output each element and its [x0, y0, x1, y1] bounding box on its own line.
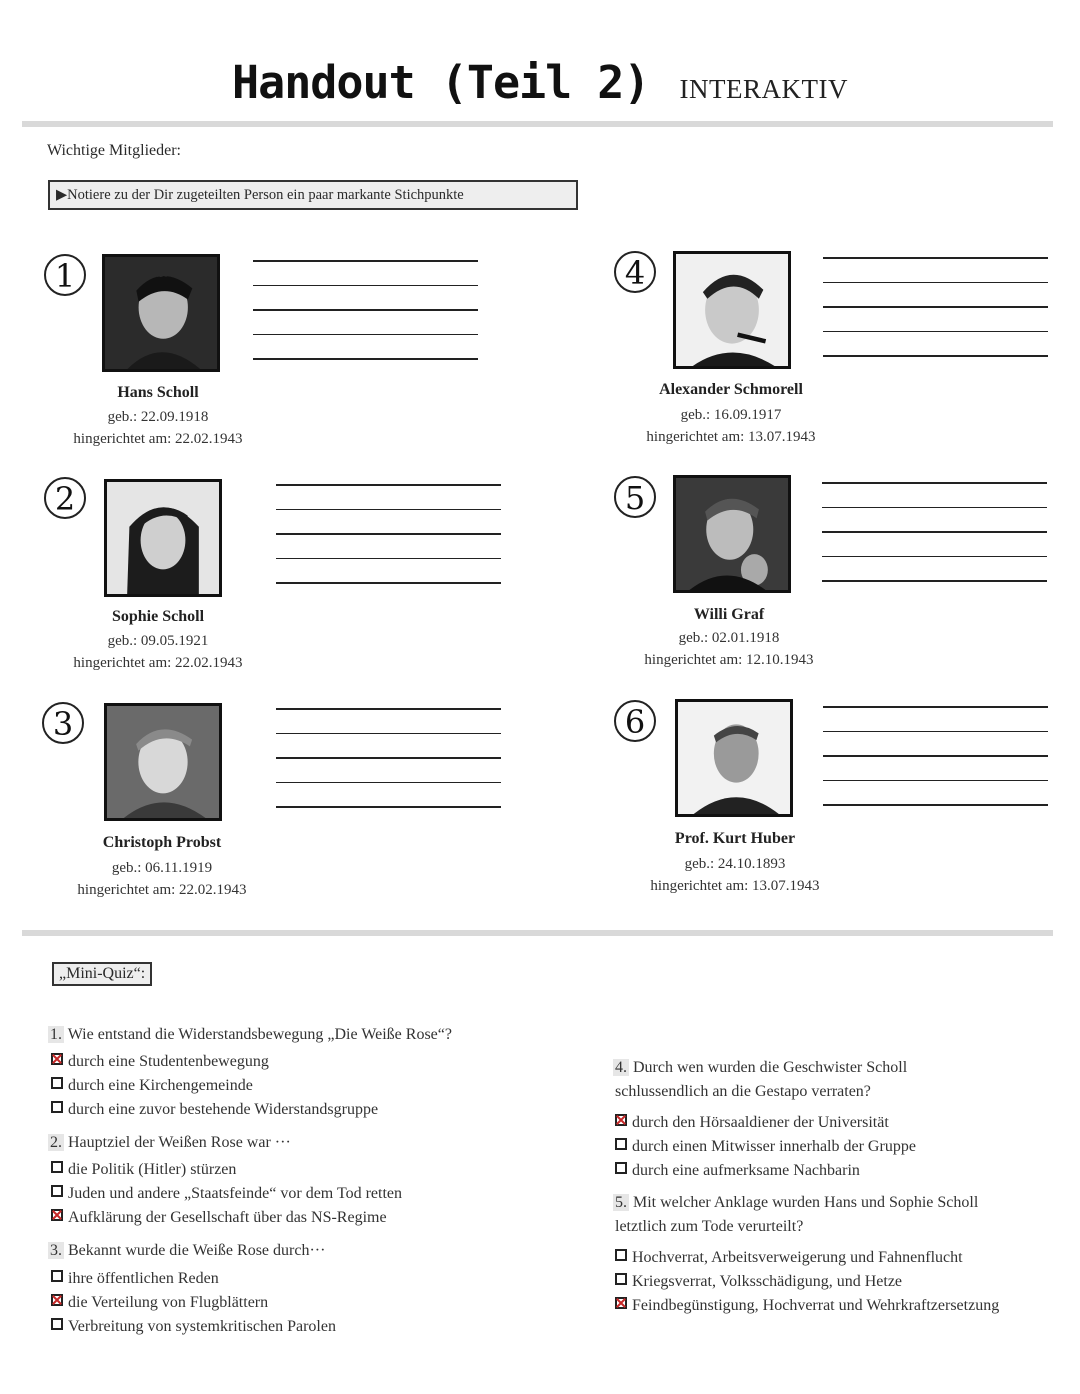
option-text: durch eine zuvor bestehende Widerstandsgruppe [68, 1101, 379, 1118]
divider-top [22, 121, 1053, 127]
quiz-option[interactable] [51, 1270, 219, 1288]
note-lines-3[interactable] [276, 708, 501, 831]
option-text: durch den Hörsaaldiener der Universität [632, 1114, 889, 1131]
quiz-question-4 [613, 1059, 907, 1077]
note-lines-2[interactable] [276, 484, 501, 607]
quiz-option[interactable] [615, 1138, 916, 1156]
option-text: durch einen Mitwisser innerhalb der Gruppe [632, 1138, 916, 1155]
quiz-option[interactable] [51, 1209, 387, 1227]
person-born-4: geb.: 16.09.1917 [680, 407, 782, 423]
portrait-photo-6 [675, 699, 793, 817]
person-born-5: geb.: 02.01.1918 [678, 630, 780, 646]
person-name-2: Sophie Scholl [111, 608, 205, 625]
person-number-5: 5 [614, 476, 656, 518]
note-lines-5[interactable] [822, 482, 1047, 605]
person-executed-4: hingerichtet am: 13.07.1943 [646, 429, 816, 445]
instruction-box: ▶Notiere zu der Dir zugeteilten Person ein paar markante Stichpunkte [48, 180, 578, 210]
quiz-option[interactable] [51, 1077, 253, 1095]
question-number: 5. [615, 1194, 627, 1211]
person-born-1: geb.: 22.09.1918 [107, 409, 209, 425]
quiz-question-5 [613, 1194, 978, 1212]
checkbox-checked[interactable] [51, 1053, 63, 1065]
person-name-4: Alexander Schmorell [659, 381, 803, 398]
checkbox-checked[interactable] [615, 1114, 627, 1126]
option-text: durch eine Studentenbewegung [68, 1053, 269, 1070]
quiz-option[interactable] [51, 1185, 402, 1203]
page-title [0, 56, 1080, 116]
person-executed-5: hingerichtet am: 12.10.1943 [644, 652, 814, 668]
note-lines-6[interactable] [823, 706, 1048, 829]
quiz-option[interactable] [615, 1249, 963, 1267]
person-name-3: Christoph Probst [102, 834, 222, 851]
quiz-question-4-line2: schlussendlich an die Gestapo verraten? [615, 1083, 871, 1100]
option-text: Kriegsverrat, Volksschädigung, und Hetze [632, 1273, 903, 1290]
person-born-2: geb.: 09.05.1921 [107, 633, 209, 649]
quiz-option[interactable] [615, 1273, 902, 1291]
quiz-question-5-line2: letztlich zum Tode verurteilt? [615, 1218, 804, 1235]
question-text: Mit welcher Anklage wurden Hans und Sophie Scholl [633, 1194, 979, 1211]
question-text: Durch wen wurden die Geschwister Scholl [633, 1059, 908, 1076]
question-number: 4. [615, 1059, 627, 1076]
checkbox[interactable] [51, 1161, 63, 1173]
checkbox-checked[interactable] [51, 1209, 63, 1221]
quiz-option[interactable] [615, 1162, 860, 1180]
option-text: die Verteilung von Flugblättern [68, 1294, 269, 1311]
option-text: Verbreitung von systemkritischen Parolen [68, 1318, 336, 1335]
checkbox-checked[interactable] [51, 1294, 63, 1306]
checkbox[interactable] [615, 1273, 627, 1285]
quiz-option[interactable] [51, 1053, 269, 1071]
quiz-option[interactable] [51, 1101, 378, 1119]
person-number-4: 4 [614, 251, 656, 293]
checkbox[interactable] [51, 1077, 63, 1089]
portrait-photo-3 [104, 703, 222, 821]
quiz-option[interactable] [615, 1114, 889, 1132]
option-text: Juden und andere „Staatsfeinde“ vor dem Tod retten [68, 1185, 403, 1202]
person-number-6: 6 [614, 700, 656, 742]
option-text: durch eine Kirchengemeinde [68, 1077, 253, 1094]
checkbox[interactable] [51, 1318, 63, 1330]
note-lines-1[interactable] [253, 260, 478, 383]
checkbox[interactable] [615, 1162, 627, 1174]
quiz-option[interactable] [51, 1294, 268, 1312]
option-text: Feindbegünstigung, Hochverrat und Wehrkraftzersetzung [632, 1297, 1000, 1314]
question-number: 1. [50, 1026, 62, 1043]
checkbox-checked[interactable] [615, 1297, 627, 1309]
members-label: Wichtige Mitglieder: [47, 142, 181, 159]
quiz-option[interactable] [51, 1318, 336, 1336]
quiz-question-3 [48, 1242, 325, 1260]
person-number-2: 2 [44, 477, 86, 519]
portrait-photo-5 [673, 475, 791, 593]
portrait-photo-2 [104, 479, 222, 597]
person-number-1: 1 [44, 254, 86, 296]
person-name-6: Prof. Kurt Huber [674, 830, 796, 847]
portrait-photo-1 [102, 254, 220, 372]
checkbox[interactable] [615, 1138, 627, 1150]
question-number: 3. [50, 1242, 62, 1259]
person-executed-2: hingerichtet am: 22.02.1943 [73, 655, 243, 671]
person-born-3: geb.: 06.11.1919 [111, 860, 213, 876]
person-name-1: Hans Scholl [117, 384, 199, 401]
checkbox[interactable] [615, 1249, 627, 1261]
person-executed-6: hingerichtet am: 13.07.1943 [650, 878, 820, 894]
person-executed-1: hingerichtet am: 22.02.1943 [73, 431, 243, 447]
option-text: ihre öffentlichen Reden [68, 1270, 219, 1287]
person-name-5: Willi Graf [693, 606, 765, 623]
checkbox[interactable] [51, 1270, 63, 1282]
quiz-option[interactable] [615, 1297, 999, 1315]
question-text: Wie entstand die Widerstandsbewegung „Die Weiße Rose“? [67, 1026, 452, 1043]
option-text: durch eine aufmerksame Nachbarin [632, 1162, 860, 1179]
option-text: Aufklärung der Gesellschaft über das NS-Regime [68, 1209, 387, 1226]
person-born-6: geb.: 24.10.1893 [684, 856, 786, 872]
portrait-photo-4 [673, 251, 791, 369]
title-main: Handout (Teil 2) [232, 56, 650, 109]
quiz-option[interactable] [51, 1161, 236, 1179]
option-text: Hochverrat, Arbeitsverweigerung und Fahnenflucht [632, 1249, 963, 1266]
checkbox[interactable] [51, 1185, 63, 1197]
checkbox[interactable] [51, 1101, 63, 1113]
question-text: Bekannt wurde die Weiße Rose durch··· [68, 1242, 326, 1259]
person-number-3: 3 [42, 702, 84, 744]
person-executed-3: hingerichtet am: 22.02.1943 [77, 882, 247, 898]
note-lines-4[interactable] [823, 257, 1048, 380]
question-text: Hauptziel der Weißen Rose war ··· [68, 1134, 291, 1151]
quiz-question-1 [48, 1026, 452, 1044]
quiz-question-2 [48, 1134, 291, 1152]
quiz-label: „Mini-Quiz“: [52, 962, 152, 986]
title-subtitle: INTERAKTIV [679, 74, 848, 104]
divider-middle [22, 930, 1053, 936]
option-text: die Politik (Hitler) stürzen [68, 1161, 237, 1178]
question-number: 2. [50, 1134, 62, 1151]
